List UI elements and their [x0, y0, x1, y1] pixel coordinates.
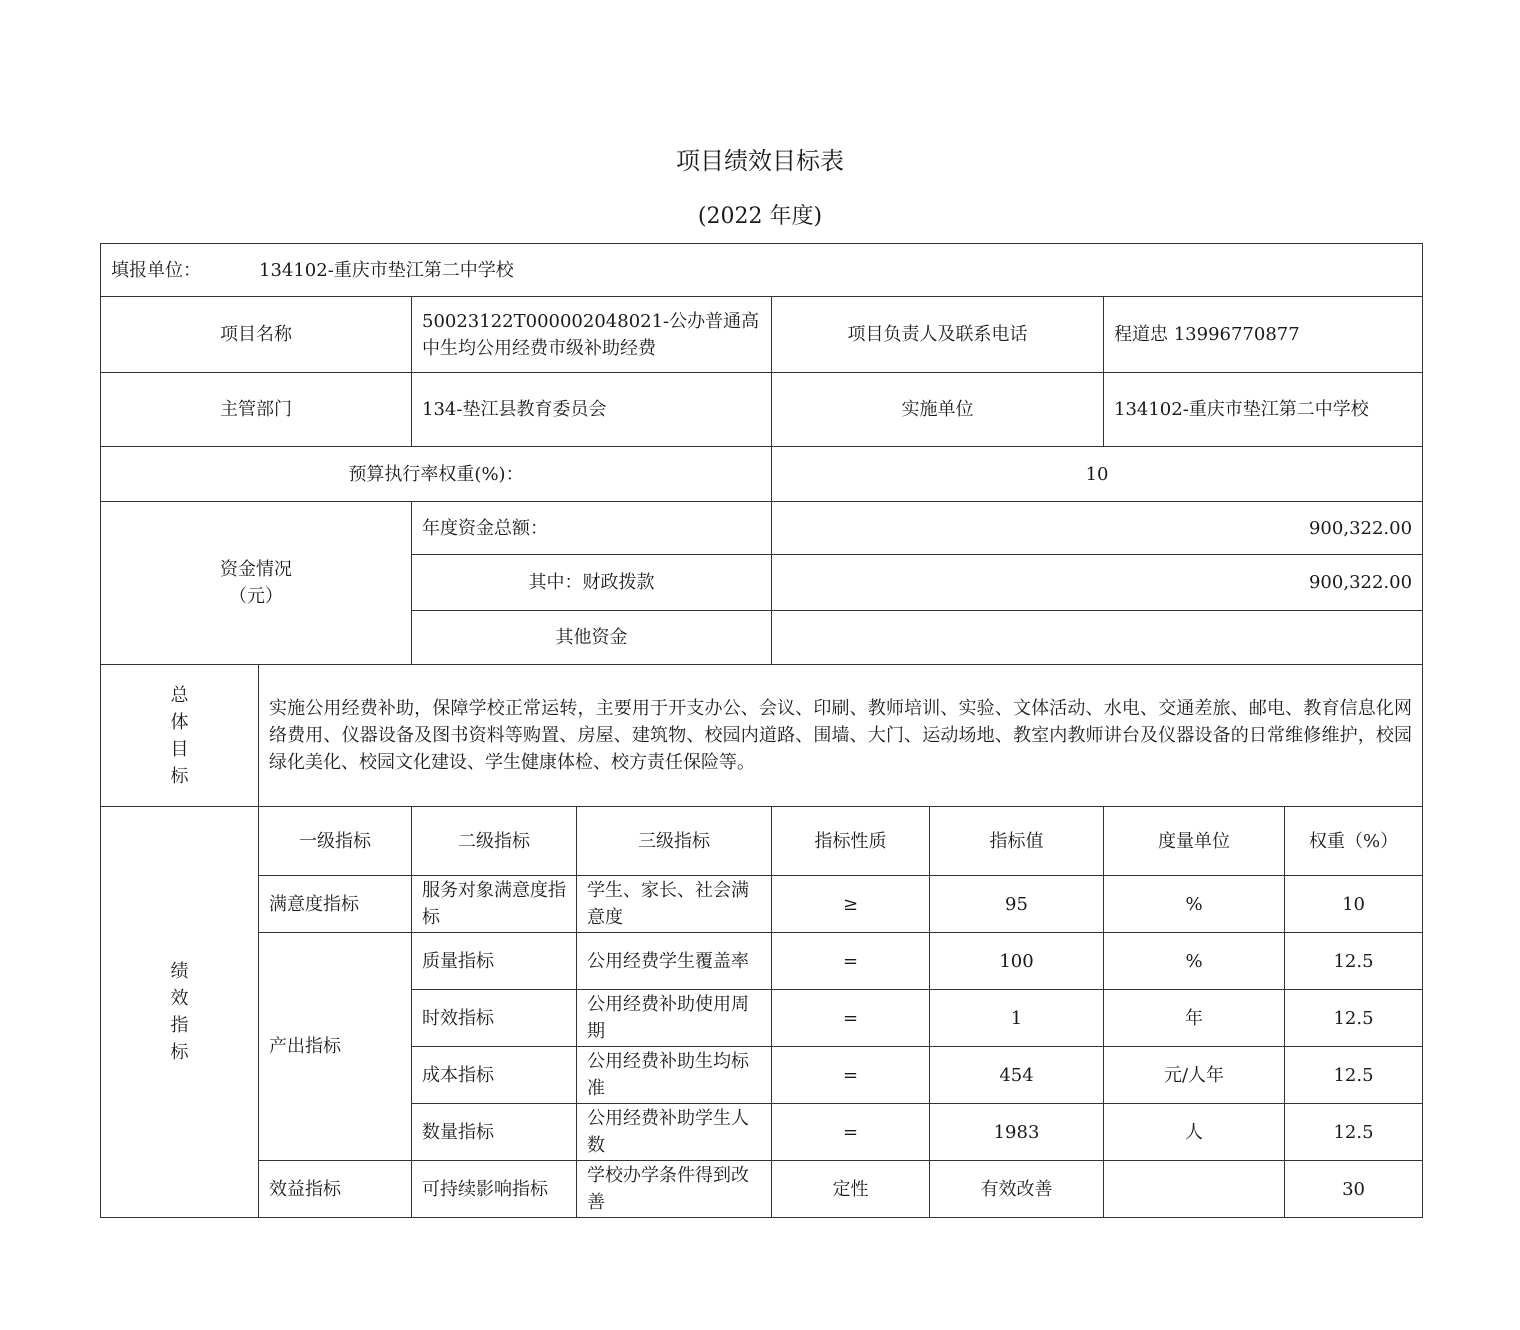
benefit-weight: 30	[1285, 1161, 1423, 1218]
funds-total-value: 900,322.00	[772, 502, 1423, 555]
header-level2: 二级指标	[412, 807, 577, 876]
satisfaction-level3: 学生、家长、社会满意度	[577, 876, 772, 933]
benefit-level2: 可持续影响指标	[412, 1161, 577, 1218]
output-weight: 12.5	[1285, 1104, 1423, 1161]
funds-fiscal-label: 其中：财政拨款	[412, 555, 772, 611]
overall-goal-text: 实施公用经费补助，保障学校正常运转，主要用于开支办公、会议、印刷、教师培训、实验、文体活动、水电、交通差旅、邮电、教育信息化网络费用、仪器设备及图书资料等购置、房屋、建筑物、校园内道路、围墙、大门、运动场地、教室内教师讲台及仪器设备的日常维修维护，校园绿化美化、校园文化建设、学生健康体检、校方责任保险等。	[259, 665, 1423, 807]
output-nature: =	[772, 990, 930, 1047]
department-label: 主管部门	[101, 373, 412, 447]
satisfaction-nature: ≥	[772, 876, 930, 933]
benefit-value: 有效改善	[930, 1161, 1104, 1218]
indicators-char: 指	[170, 1015, 189, 1036]
output-unit: 人	[1104, 1104, 1285, 1161]
overall-goal-char: 总	[170, 684, 189, 706]
project-name-label: 项目名称	[101, 297, 412, 373]
department-row	[101, 373, 1423, 447]
overall-goal-row	[101, 665, 1423, 807]
overall-goal-char: 目	[170, 738, 189, 760]
output-level2: 时效指标	[412, 990, 577, 1047]
output-level3: 公用经费补助使用周期	[577, 990, 772, 1047]
document-year: (2022 年度)	[697, 204, 823, 229]
output-level3: 公用经费补助生均标准	[577, 1047, 772, 1104]
output-level1: 产出指标	[259, 933, 412, 1161]
header-unit: 度量单位	[1104, 807, 1285, 876]
budget-weight-row	[101, 447, 1423, 502]
header-level3: 三级指标	[577, 807, 772, 876]
funds-other-label: 其他资金	[412, 611, 772, 665]
implementing-unit-value: 134102-重庆市垫江第二中学校	[1104, 373, 1423, 447]
implementing-unit-label: 实施单位	[772, 373, 1104, 447]
report-unit-label: 填报单位：	[111, 259, 201, 281]
output-level3: 公用经费学生覆盖率	[577, 933, 772, 990]
output-value: 454	[930, 1047, 1104, 1104]
indicators-char: 绩	[170, 961, 189, 982]
department-value: 134-垫江县教育委员会	[412, 373, 772, 447]
output-unit: %	[1104, 933, 1285, 990]
output-nature: =	[772, 1047, 930, 1104]
funds-total-row	[101, 502, 1423, 555]
output-nature: =	[772, 933, 930, 990]
report-unit-cell	[101, 244, 1423, 297]
indicators-char: 标	[170, 1042, 189, 1063]
header-level1: 一级指标	[259, 807, 412, 876]
performance-goal-table	[100, 243, 1423, 1218]
benefit-unit	[1104, 1161, 1285, 1218]
project-name-value: 50023122T000002048021-公办普通高中生均公用经费市级补助经费	[412, 297, 772, 373]
output-unit: 年	[1104, 990, 1285, 1047]
output-weight: 12.5	[1285, 1047, 1423, 1104]
satisfaction-weight: 10	[1285, 876, 1423, 933]
output-level2: 成本指标	[412, 1047, 577, 1104]
indicators-char: 效	[170, 988, 189, 1009]
budget-weight-label: 预算执行率权重(%)：	[101, 447, 772, 502]
indicator-header-row	[101, 807, 1423, 876]
header-nature: 指标性质	[772, 807, 930, 876]
output-level3: 公用经费补助学生人数	[577, 1104, 772, 1161]
benefit-level1: 效益指标	[259, 1161, 412, 1218]
document-title: 项目绩效目标表	[676, 147, 844, 175]
funds-fiscal-value: 900,322.00	[772, 555, 1423, 611]
funds-total-label: 年度资金总额：	[412, 502, 772, 555]
report-unit-row	[101, 244, 1423, 297]
report-unit-value: 134102-重庆市垫江第二中学校	[259, 259, 514, 281]
overall-goal-char: 标	[170, 765, 189, 787]
output-weight: 12.5	[1285, 933, 1423, 990]
budget-weight-value: 10	[772, 447, 1423, 502]
table-row	[101, 876, 1423, 933]
output-value: 1	[930, 990, 1104, 1047]
output-nature: =	[772, 1104, 930, 1161]
project-name-row	[101, 297, 1423, 373]
header-weight: 权重（%）	[1285, 807, 1423, 876]
output-unit: 元/人年	[1104, 1047, 1285, 1104]
overall-goal-char: 体	[170, 711, 189, 733]
funds-other-value	[772, 611, 1423, 665]
satisfaction-level2: 服务对象满意度指标	[412, 876, 577, 933]
satisfaction-value: 95	[930, 876, 1104, 933]
header-value: 指标值	[930, 807, 1104, 876]
table-row	[101, 1161, 1423, 1218]
project-contact-value: 程道忠 13996770877	[1104, 297, 1423, 373]
overall-goal-label	[101, 665, 259, 807]
project-contact-label: 项目负责人及联系电话	[772, 297, 1104, 373]
indicators-label	[101, 807, 259, 1218]
satisfaction-unit: %	[1104, 876, 1285, 933]
funds-unit: （元）	[229, 586, 283, 607]
satisfaction-level1: 满意度指标	[259, 876, 412, 933]
output-value: 100	[930, 933, 1104, 990]
funds-label: 资金情况	[220, 559, 292, 580]
output-level2: 质量指标	[412, 933, 577, 990]
funds-label-cell	[101, 502, 412, 665]
output-weight: 12.5	[1285, 990, 1423, 1047]
benefit-level3: 学校办学条件得到改善	[577, 1161, 772, 1218]
output-value: 1983	[930, 1104, 1104, 1161]
output-level2: 数量指标	[412, 1104, 577, 1161]
table-row	[101, 933, 1423, 990]
benefit-nature: 定性	[772, 1161, 930, 1218]
